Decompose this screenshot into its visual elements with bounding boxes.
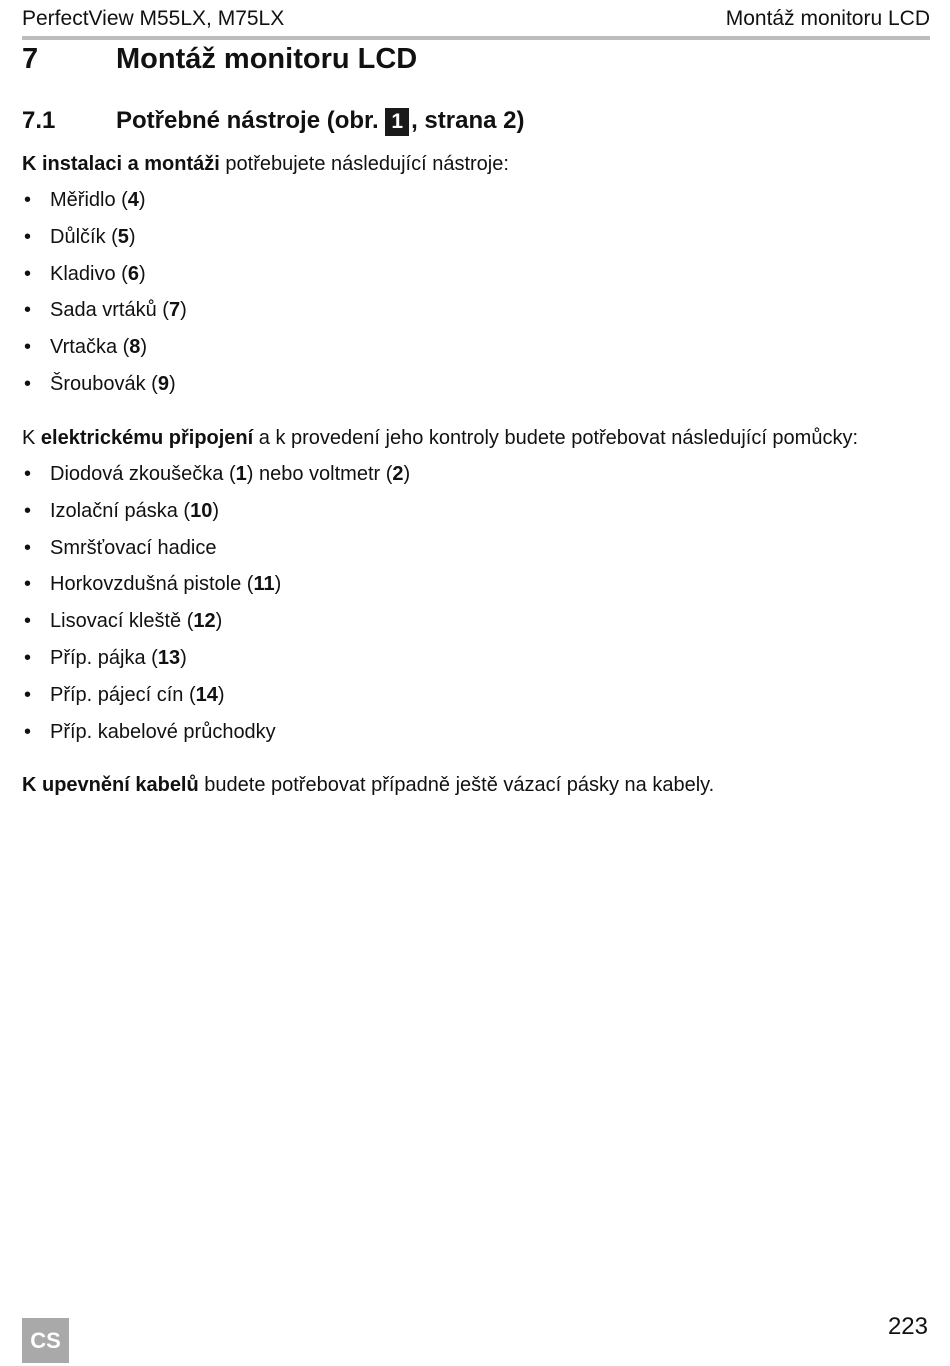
bullet: • xyxy=(24,299,32,322)
item-ref: 12 xyxy=(193,610,216,633)
intro-tools-bold: K instalaci a montáži xyxy=(22,153,220,175)
list-item xyxy=(22,645,410,682)
item-text: Příp. pájka ( xyxy=(50,646,158,669)
item-ref: 7 xyxy=(168,299,181,322)
aids-list xyxy=(22,461,410,755)
item-text: Příp. kabelové průchodky xyxy=(50,720,276,743)
intro-cables xyxy=(22,772,714,798)
subsection-title xyxy=(116,104,524,138)
item-close: ) xyxy=(138,189,146,211)
item-ref: 8 xyxy=(129,336,141,359)
item-ref: 11 xyxy=(253,573,275,596)
intro-electrical-rest: a k provedení jeho kontroly budete potřebovat následující pomůcky: xyxy=(253,427,859,449)
item-close: ) xyxy=(138,262,146,285)
list-item xyxy=(22,535,410,572)
item-close: ) xyxy=(128,225,136,248)
item-ref-2: 2 xyxy=(392,463,404,485)
list-item xyxy=(22,224,187,261)
item-mid: ) xyxy=(215,610,223,633)
list-item xyxy=(22,682,410,719)
intro-tools xyxy=(22,151,509,177)
subsection-heading xyxy=(22,104,524,138)
item-text: Důlčík ( xyxy=(50,225,118,248)
bullet: • xyxy=(24,372,32,395)
bullet: • xyxy=(24,262,32,285)
intro-tools-rest: potřebujete následující nástroje: xyxy=(219,153,509,175)
header-chapter: Montáž monitoru LCD xyxy=(725,7,930,30)
list-item xyxy=(22,261,187,298)
list-item xyxy=(22,334,187,371)
item-close: ) xyxy=(168,372,176,395)
item-ref: 14 xyxy=(195,683,218,706)
list-item xyxy=(22,608,410,645)
list-item xyxy=(22,571,410,608)
page-header xyxy=(22,6,930,40)
bullet: • xyxy=(24,463,32,485)
header-product: PerfectView M55LX, M75LX xyxy=(22,7,285,30)
item-text: Smršťovací hadice xyxy=(50,536,217,559)
item-mid: ) nebo voltmetr ( xyxy=(246,463,393,485)
item-text: Kladivo ( xyxy=(50,262,128,285)
item-text: Horkovzdušná pistole ( xyxy=(50,573,254,596)
item-close: ) xyxy=(140,336,148,359)
figure-badge: 1 xyxy=(385,108,409,136)
language-badge: CS xyxy=(22,1318,69,1363)
section-title: Montáž monitoru LCD xyxy=(116,43,418,75)
bullet: • xyxy=(24,336,32,359)
item-mid: ) xyxy=(217,683,225,706)
item-ref: 9 xyxy=(157,372,169,395)
item-mid: ) xyxy=(180,646,187,669)
subsection-number: 7.1 xyxy=(22,107,56,134)
bullet: • xyxy=(24,683,32,706)
item-text: Měřidlo ( xyxy=(50,189,128,211)
bullet: • xyxy=(24,720,32,743)
list-item xyxy=(22,719,410,756)
list-item xyxy=(22,461,410,498)
item-text: Diodová zkoušečka ( xyxy=(50,463,236,485)
item-mid: ) xyxy=(274,573,282,596)
bullet: • xyxy=(24,499,32,522)
list-item xyxy=(22,187,187,224)
item-text: Izolační páska ( xyxy=(50,499,191,522)
item-ref: 4 xyxy=(127,189,139,211)
item-ref: 6 xyxy=(127,262,139,285)
section-number: 7 xyxy=(22,43,39,75)
list-item xyxy=(22,498,410,535)
intro-cables-rest: budete potřebovat případně ještě vázací pásky na kabely. xyxy=(198,774,715,796)
item-text: Šroubovák ( xyxy=(50,372,158,395)
item-ref: 13 xyxy=(157,646,181,669)
intro-electrical-bold: elektrickému připojení xyxy=(40,427,254,449)
list-item xyxy=(22,371,187,408)
subsection-title-post: , strana 2) xyxy=(411,107,525,134)
bullet: • xyxy=(24,225,32,248)
item-ref: 10 xyxy=(190,499,213,522)
item-ref: 5 xyxy=(117,225,129,248)
item-mid: ) xyxy=(212,499,219,522)
page-number: 223 xyxy=(887,1313,928,1340)
bullet: • xyxy=(24,189,32,211)
item-ref: 1 xyxy=(235,463,247,485)
bullet: • xyxy=(24,646,32,669)
item-text: Sada vrtáků ( xyxy=(50,299,169,322)
item-text: Lisovací kleště ( xyxy=(50,610,194,633)
item-text: Vrtačka ( xyxy=(50,336,130,359)
bullet: • xyxy=(24,536,32,559)
list-item xyxy=(22,297,187,334)
bullet: • xyxy=(24,573,32,596)
bullet: • xyxy=(24,610,32,633)
subsection-title-pre: Potřebné nástroje (obr. xyxy=(116,107,379,134)
item-close: ) xyxy=(180,299,187,322)
intro-electrical xyxy=(22,425,858,451)
item-close: ) xyxy=(403,463,411,485)
intro-electrical-pre: K xyxy=(22,427,41,449)
section-heading xyxy=(22,40,417,78)
intro-cables-bold: K upevnění kabelů xyxy=(22,774,199,796)
item-text: Příp. pájecí cín ( xyxy=(50,683,196,706)
tools-list xyxy=(22,187,187,408)
